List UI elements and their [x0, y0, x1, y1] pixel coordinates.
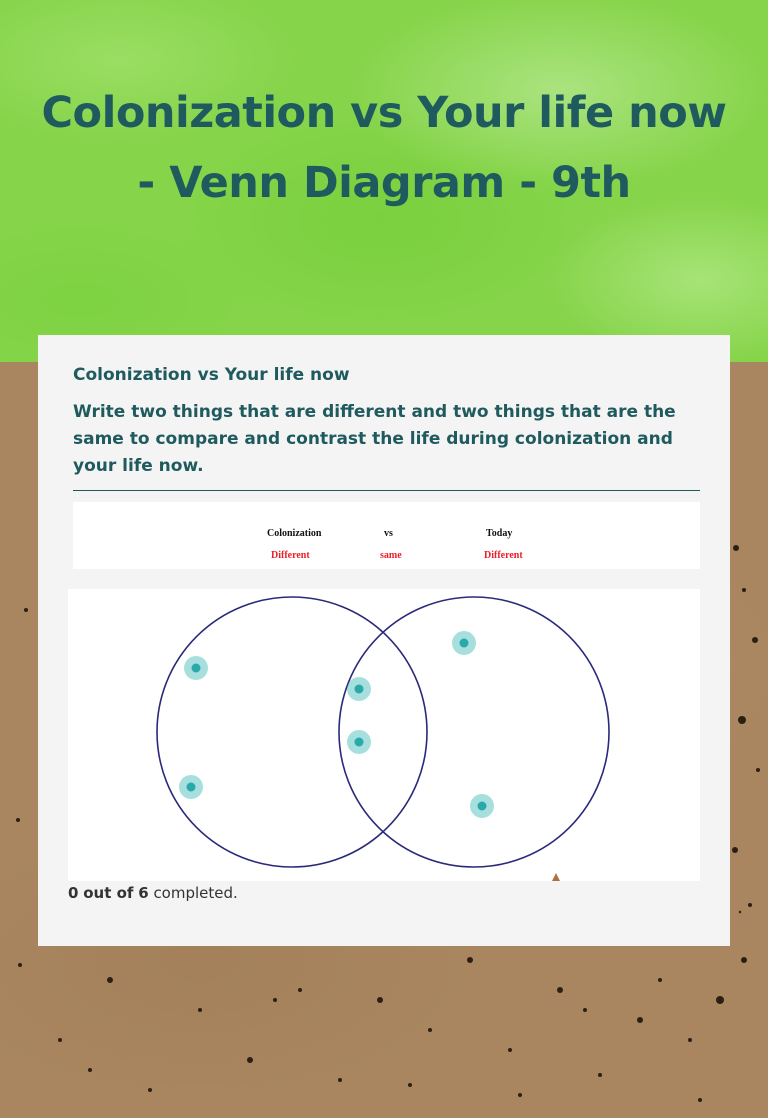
resize-handle-icon[interactable] — [552, 873, 560, 881]
hotspot-left-1[interactable] — [184, 656, 208, 680]
header-today: Today — [486, 528, 513, 539]
hotspot-left-2[interactable] — [179, 775, 203, 799]
progress-total-count: 6 — [138, 884, 149, 902]
worksheet-card — [38, 335, 730, 946]
header-colonization: Colonization — [267, 528, 322, 539]
venn-circle-left — [157, 597, 427, 867]
question-heading: Colonization vs Your life now — [73, 365, 350, 385]
progress-status — [68, 884, 238, 902]
progress-suffix: completed. — [153, 884, 238, 902]
comparison-header-image — [73, 502, 700, 569]
hotspot-right-1[interactable] — [452, 631, 476, 655]
page-title: Colonization vs Your life now - Venn Diagram - 9th — [41, 88, 727, 208]
hotspot-right-2[interactable] — [470, 794, 494, 818]
progress-completed-count: 0 — [68, 884, 79, 902]
progress-out-of: out of — [83, 884, 134, 902]
hotspot-middle-1[interactable] — [347, 677, 371, 701]
divider — [73, 490, 700, 491]
label-different-right: Different — [484, 550, 523, 561]
header-vs: vs — [384, 528, 393, 539]
hotspot-middle-2[interactable] — [347, 730, 371, 754]
question-instructions: Write two things that are different and two things that are the same to compare and contrast the life during colonization and your life now. — [73, 402, 676, 476]
label-different-left: Different — [271, 550, 310, 561]
venn-diagram — [68, 589, 700, 881]
label-same: same — [380, 550, 402, 561]
